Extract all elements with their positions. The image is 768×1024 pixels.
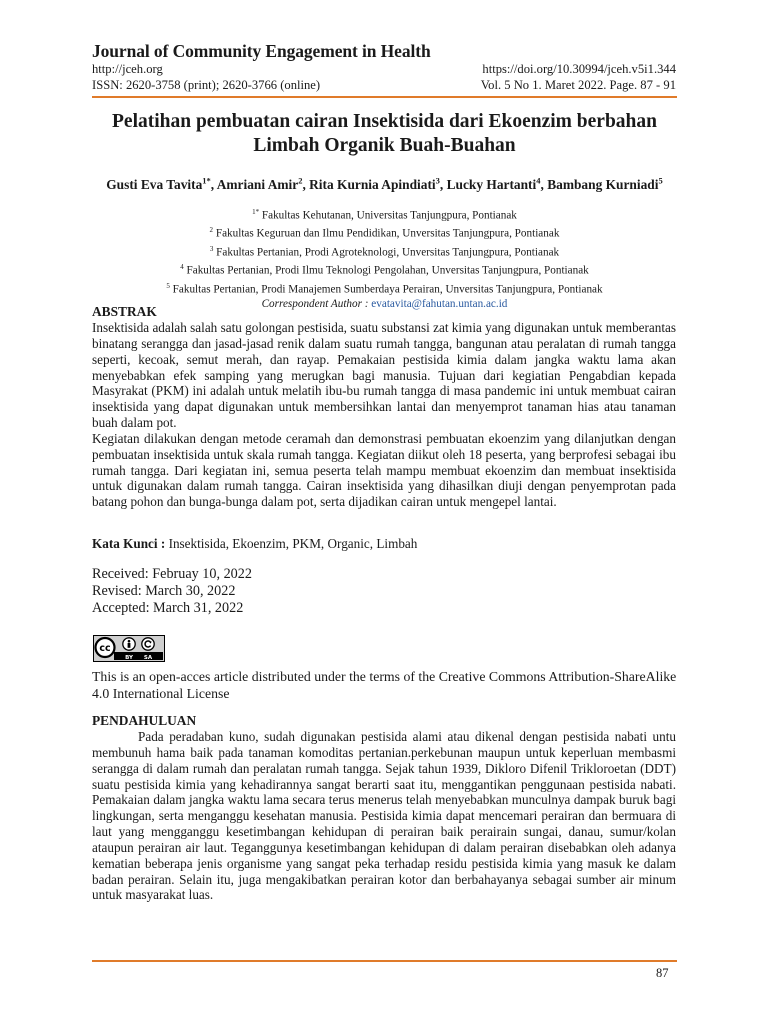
cc-by-sa-icon bbox=[94, 636, 163, 660]
badge-label-sa: SA bbox=[143, 655, 153, 660]
header-divider bbox=[92, 96, 677, 98]
header-row-links bbox=[92, 62, 676, 77]
author: Bambang Kurniadi$^5$ bbox=[547, 176, 663, 193]
affiliation: $^4$ Fakultas Pertanian, Prodi Ilmu Teknologi Pengolahan, Unversitas Tanjungpura, Pontianak bbox=[180, 263, 589, 278]
abstract-paragraph: Insektisida adalah salah satu golongan pestisida, suatu substansi zat kimia yang digunakan untuk memberantas binatang serangga dan jasad-jasad renik dalam suatu rumah tangga, bangunan atau peralatan di rumah tangga seperti, kecoak, semut merah, dan rayap. Pemakaian pestisida kimia dalam jangka waktu lama akan menyebabkan efek samping yang merugkan bagi manusia. Tujuan dari kegiatian Pengabdian kepada Masyrakat (PKM) ini adalah untuk melatih ibu-bu rumah tangga di masa pandemic ini untuk membuat cairan insektisida yang dapat digunakan untuk membersihkan lantai dan menyemprot tanaman hias atau tanaman buah dalam pot. bbox=[92, 320, 676, 431]
abstract-body bbox=[92, 320, 676, 510]
keywords-value: Insektisida, Ekoenzim, PKM, Organic, Limbah bbox=[168, 536, 418, 551]
footer-divider bbox=[92, 960, 677, 962]
introduction-body bbox=[92, 729, 676, 903]
license-statement: This is an open-acces article distributed under the terms of the Creative Commons Attribution-ShareAlike 4.0 International License bbox=[92, 669, 677, 701]
abstract-heading: ABSTRAK bbox=[92, 304, 157, 319]
author-list bbox=[92, 173, 677, 193]
header-row-issn bbox=[92, 78, 676, 93]
keywords bbox=[92, 536, 417, 552]
revised-date: Revised: March 30, 2022 bbox=[92, 583, 236, 599]
affiliation-list bbox=[92, 205, 677, 312]
issn: ISSN: 2620-3758 (print); 2620-3766 (online) bbox=[92, 78, 321, 92]
received-date: Received: Februay 10, 2022 bbox=[92, 566, 252, 582]
article-doi[interactable]: https://doi.org/10.30994/jceh.v5i1.344 bbox=[482, 62, 676, 76]
page-number: 87 bbox=[656, 966, 669, 980]
journal-url[interactable]: http://jceh.org bbox=[92, 62, 163, 76]
article-title: Pelatihan pembuatan cairan Insektisida dari Ekoenzim berbahan Limbah Organik Buah-Buahan bbox=[112, 111, 657, 156]
affiliation: $^3$ Fakultas Pertanian, Prodi Agroteknologi, Unversitas Tanjungpura, Pontianak bbox=[209, 244, 560, 259]
affiliation: $^5$ Fakultas Pertanian, Prodi Manajemen Sumberdaya Perairan, Unversitas Tanjungpura, Pontianak bbox=[166, 281, 603, 296]
cc-license-badge[interactable] bbox=[93, 635, 165, 662]
author: Lucky Hartanti$^4$, bbox=[446, 176, 548, 193]
abstract-paragraph: Kegiatan dilakukan dengan metode ceramah dan demonstrasi pembuatan ekoenzim yang dilanjutkan dengan pembuatan insektisida untuk skala rumah tangga. Kegiatan diikut oleh 18 peserta, yang berprofesi sebagai ibu rumah tangga. Dari kegiatan ini, semua peserta telah mampu membuat ekoenzim dan membuat insektisida untuk digunakan dalam rumah tangga. Cairan insektisida yang dihasilkan diuji dengan penyemprotan pada batang pohon dan bunga-bunga dalam pot, serta dijadikan cairan untuk mengepel lantai. bbox=[92, 430, 676, 510]
accepted-date: Accepted: March 31, 2022 bbox=[92, 600, 244, 616]
correspondent-author: Correspondent Author : evatavita@fahutan.untan.ac.id bbox=[261, 298, 508, 311]
svg-text:cc: cc bbox=[99, 643, 111, 654]
volume-info: Vol. 5 No 1. Maret 2022. Page. 87 - 91 bbox=[480, 78, 676, 92]
author: Amriani Amir$^2$, bbox=[216, 176, 310, 193]
author: Rita Kurnia Apindiati$^3$, bbox=[309, 176, 447, 193]
article-dates bbox=[92, 566, 252, 617]
introduction-heading: PENDAHULUAN bbox=[92, 713, 197, 728]
affiliation: $^2$ Fakultas Keguruan dan Ilmu Pendidikan, Unversitas Tanjungpura, Pontianak bbox=[209, 226, 560, 241]
affiliation: $^{1*}$ Fakultas Kehutanan, Universitas Tanjungpura, Pontianak bbox=[252, 208, 517, 222]
journal-title: Journal of Community Engagement in Health bbox=[92, 41, 431, 61]
correspondent-email[interactable]: evatavita@fahutan.untan.ac.id bbox=[371, 298, 508, 311]
badge-label-by: BY bbox=[125, 655, 133, 660]
author: Gusti Eva Tavita$^{1*}$, bbox=[106, 176, 217, 193]
introduction-paragraph: Pada peradaban kuno, sudah digunakan pestisida alami atau dikenal dengan pestisida nabati untu membunuh hama baik pada tanaman komoditas pertanian.perkebunan maupun untuk keperluan membasmi serangga di dalam rumah dan peralatan rumah tangga. Sejak tahun 1939, Dikloro Difenil Trikloroetan (DDT) suatu pestisida kimia yang kehadirannya sangat berarti saat itu, menggantikan penggunaan pestisida nabati. Pemakaian dalam jangka waktu lama secara terus menerus telah menyebabkan munculnya dampak buruk bagi lingkungan, serta menganggu kesehatan manusia. Pestisida kimia dapat mencemari perairan dan bermuara di laut yang mengganggu kesetimbangan kehidupan di perairan baik perairain sungai, danau, sumur/kolan ataupun perairan air laut. Teganggunya kesetimbangan kehidupan di dalam perairan disebabkan oleh adanya kematian beberapa jenis organisme yang sangat peka terhadap residu pestisida kimia yang masuk ke dalam badan perairan. Selain itu, juga mengakibatkan perairan kotor dan berbahayanya sebagai sumber air minum untuk masyarakat luas. bbox=[92, 729, 676, 903]
keywords-label: Kata Kunci : bbox=[92, 536, 169, 551]
